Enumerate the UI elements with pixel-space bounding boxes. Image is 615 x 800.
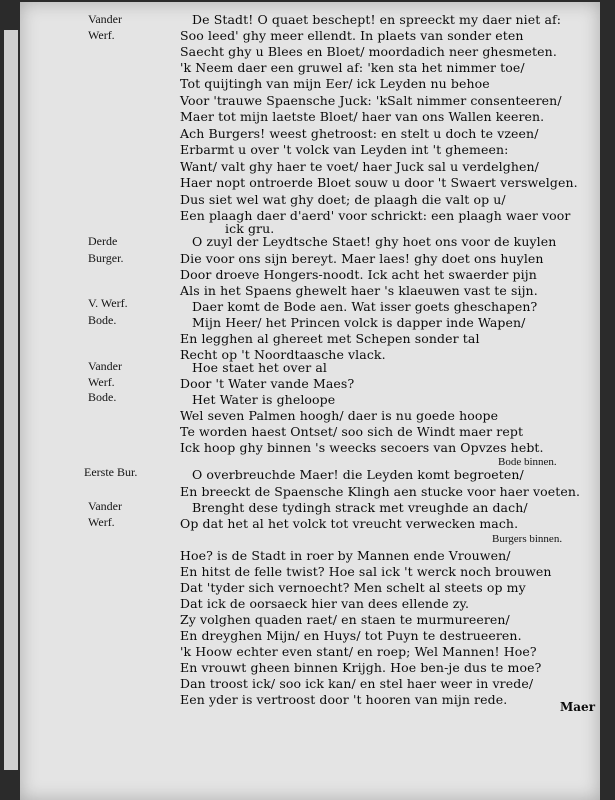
verse-line: Een yder is vertroost door 't hooren van mijn rede. — [180, 692, 508, 707]
verse-line: Dat ick de oorsaeck hier van dees ellende zy. — [180, 596, 470, 611]
verse-line: Zy volghen quaden raet/ en staen te murmureeren/ — [180, 612, 510, 627]
verse-line: Door droeve Hongers-noodt. Ick acht het swaerder pijn — [180, 267, 537, 282]
speaker-name: Vander — [88, 12, 122, 26]
verse-line: Een plaagh daer d'aerd' voor schrickt: een plaagh waer voor — [180, 208, 571, 223]
verse-line: En dreyghen Mijn/ en Huys/ tot Puyn te destrueeren. — [180, 628, 522, 643]
speaker-name: Burger. — [88, 251, 124, 265]
verse-line: Te worden haest Ontset/ soo sich de Windt maer rept — [180, 424, 524, 439]
verse-line: Voor 'trauwe Spaensche Juck: 'kSalt nimmer consenteeren/ — [180, 93, 562, 108]
stage-direction: Burgers binnen. — [492, 533, 563, 545]
verse-line: Want/ valt ghy haer te voet/ haer Juck sal u verdelghen/ — [180, 159, 539, 174]
verse-line: Ick hoop ghy binnen 's weecks secoers van Opvzes hebt. — [180, 440, 544, 455]
verse-line: Ach Burgers! weest ghetroost: en stelt u doch te vzeen/ — [180, 126, 539, 141]
verse-line: Op dat het al het volck tot vreucht verwecken mach. — [180, 516, 519, 531]
verse-line: O overbreuchde Maer! die Leyden komt begroeten/ — [192, 467, 524, 482]
verse-line: Dat 'tyder sich vernoecht? Men schelt al steets op my — [180, 580, 526, 595]
verse-line: En hitst de felle twist? Hoe sal ick 't werck noch brouwen — [180, 564, 552, 579]
verse-line: Hoe staet het over al — [192, 360, 328, 375]
speaker-name: Werf. — [88, 515, 115, 529]
verse-line: De Stadt! O quaet beschept! en spreeckt my daer niet af: — [192, 12, 562, 27]
speaker-name: Derde — [88, 234, 118, 248]
verse-line: Hoe? is de Stadt in roer by Mannen ende Vrouwen/ — [180, 548, 511, 563]
verse-line: 'k Hoow echter even stant/ en roep; Wel Mannen! Hoe? — [180, 644, 537, 659]
verse-line: Brenght dese tydingh strack met vreughde an dach/ — [192, 500, 528, 515]
speaker-name: Bode. — [88, 390, 117, 404]
verse-line: En breeckt de Spaensche Klingh aen stucke voor haer voeten. — [180, 484, 581, 499]
speaker-name: Werf. — [88, 375, 115, 389]
catchword: Maer — [560, 700, 596, 714]
verse-line: Dan troost ick/ soo ick kan/ en stel haer weer in vrede/ — [180, 676, 534, 691]
verse-line: Erbarmt u over 't volck van Leyden int 't ghemeen: — [180, 142, 509, 157]
book-page — [20, 2, 600, 800]
verse-line: Wel seven Palmen hoogh/ daer is nu goede hoope — [180, 408, 499, 423]
speaker-name: V. Werf. — [88, 296, 128, 310]
verse-line: Door 't Water vande Maes? — [180, 376, 355, 391]
verse-line: Tot quijtingh van mijn Eer/ ick Leyden nu behoe — [180, 76, 490, 91]
verse-line: Daer komt de Bode aen. Wat isser goets gheschapen? — [192, 299, 538, 314]
verse-line: 'k Neem daer een gruwel af: 'ken sta het nimmer toe/ — [180, 60, 525, 75]
verse-line: Maer tot mijn laetste Bloet/ haer van ons Wallen keeren. — [180, 109, 545, 124]
verse-line: En vrouwt gheen binnen Krijgh. Hoe ben-je dus te moe? — [180, 660, 542, 675]
verse-line: Het Water is gheloope — [192, 392, 336, 407]
verse-line: Mijn Heer/ het Princen volck is dapper inde Wapen/ — [192, 315, 526, 330]
verse-line: ick gru. — [225, 221, 275, 236]
verse-line: Recht op 't Noordtaasche vlack. — [180, 347, 386, 362]
verse-line: O zuyl der Leydtsche Staet! ghy hoet ons voor de kuylen — [192, 234, 557, 249]
verse-line: Als in het Spaens ghewelt haer 's klaeuwen vast te sijn. — [180, 283, 538, 298]
verse-line: Haer nopt ontroerde Bloet souw u door 't Swaert verswelgen. — [180, 175, 578, 190]
verse-line: Saecht ghy u Blees en Bloet/ moordadich neer ghesmeten. — [180, 44, 557, 59]
page-edge — [4, 30, 18, 770]
speaker-name: Werf. — [88, 28, 115, 42]
verse-line: Dus siet wel wat ghy doet; de plaagh die valt op u/ — [180, 192, 506, 207]
speaker-name: Eerste Bur. — [84, 465, 138, 479]
verse-line: Die voor ons sijn bereyt. Maer laes! ghy doet ons huylen — [180, 251, 544, 266]
verse-line: En legghen al ghereet met Schepen sonder tal — [180, 331, 480, 346]
speaker-name: Vander — [88, 359, 122, 373]
speaker-name: Vander — [88, 499, 122, 513]
verse-line: Soo leed' ghy meer ellendt. In plaets van sonder eten — [180, 28, 524, 43]
stage-direction: Bode binnen. — [498, 456, 557, 468]
speaker-name: Bode. — [88, 313, 117, 327]
